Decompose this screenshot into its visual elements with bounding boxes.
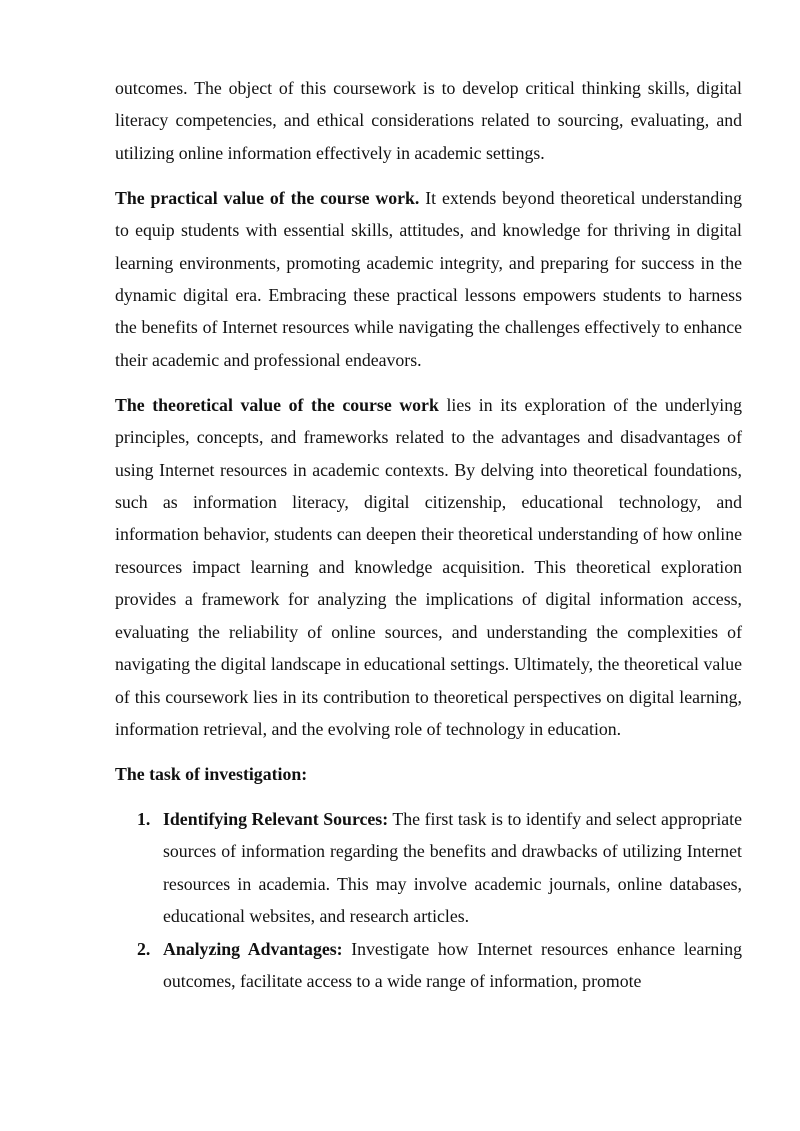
document-page	[115, 72, 742, 997]
list-item-text: Investigate how Internet resources enhance learning outcomes, facilitate access to a wide range of information, promote	[163, 938, 742, 991]
practical-value-text: It extends beyond theoretical understanding to equip students with essential skills, attitudes, and knowledge for thriving in digital learning environments, promoting academic integrity, and preparing for success in the dynamic digital era. Embracing these practical lessons empowers students to harness the benefits of Internet resources while navigating the challenges effectively to enhance their academic and professional endeavors.	[115, 187, 742, 370]
practical-value-paragraph	[115, 182, 742, 376]
practical-value-heading: The practical value of the course work.	[115, 187, 420, 208]
task-of-investigation-heading: The task of investigation:	[115, 763, 308, 784]
list-item	[137, 933, 742, 998]
list-item	[137, 803, 742, 933]
list-item-title: Identifying Relevant Sources:	[163, 808, 389, 829]
theoretical-value-text: lies in its exploration of the underlying principles, concepts, and frameworks related to the advantages and disadvantages of using Internet resources in academic contexts. By delving into theoretical foundations, such as information literacy, digital citizenship, educational technology, and information behavior, students can deepen their theoretical understanding of how online resources impact learning and knowledge acquisition. This theoretical exploration provides a framework for analyzing the implications of digital information access, evaluating the reliability of online sources, and understanding the complexities of navigating the digital landscape in educational settings. Ultimately, the theoretical value of this coursework lies in its contribution to theoretical perspectives on digital learning, information retrieval, and the evolving role of technology in education.	[115, 394, 742, 739]
list-item-title: Analyzing Advantages:	[163, 938, 343, 959]
list-item-text: The first task is to identify and select appropriate sources of information regarding the benefits and drawbacks of utilizing Internet resources in academia. This may involve academic journals, online databases, educational websites, and research articles.	[163, 808, 742, 927]
list-item-number: 1.	[137, 808, 151, 829]
list-item-number: 2.	[137, 938, 151, 959]
theoretical-value-heading: The theoretical value of the course work	[115, 394, 439, 415]
task-list	[115, 803, 742, 997]
theoretical-value-paragraph	[115, 389, 742, 745]
intro-paragraph: outcomes. The object of this coursework is to develop critical thinking skills, digital literacy competencies, and ethical considerations related to sourcing, evaluating, and utilizing online information effectively in academic settings.	[115, 78, 742, 163]
